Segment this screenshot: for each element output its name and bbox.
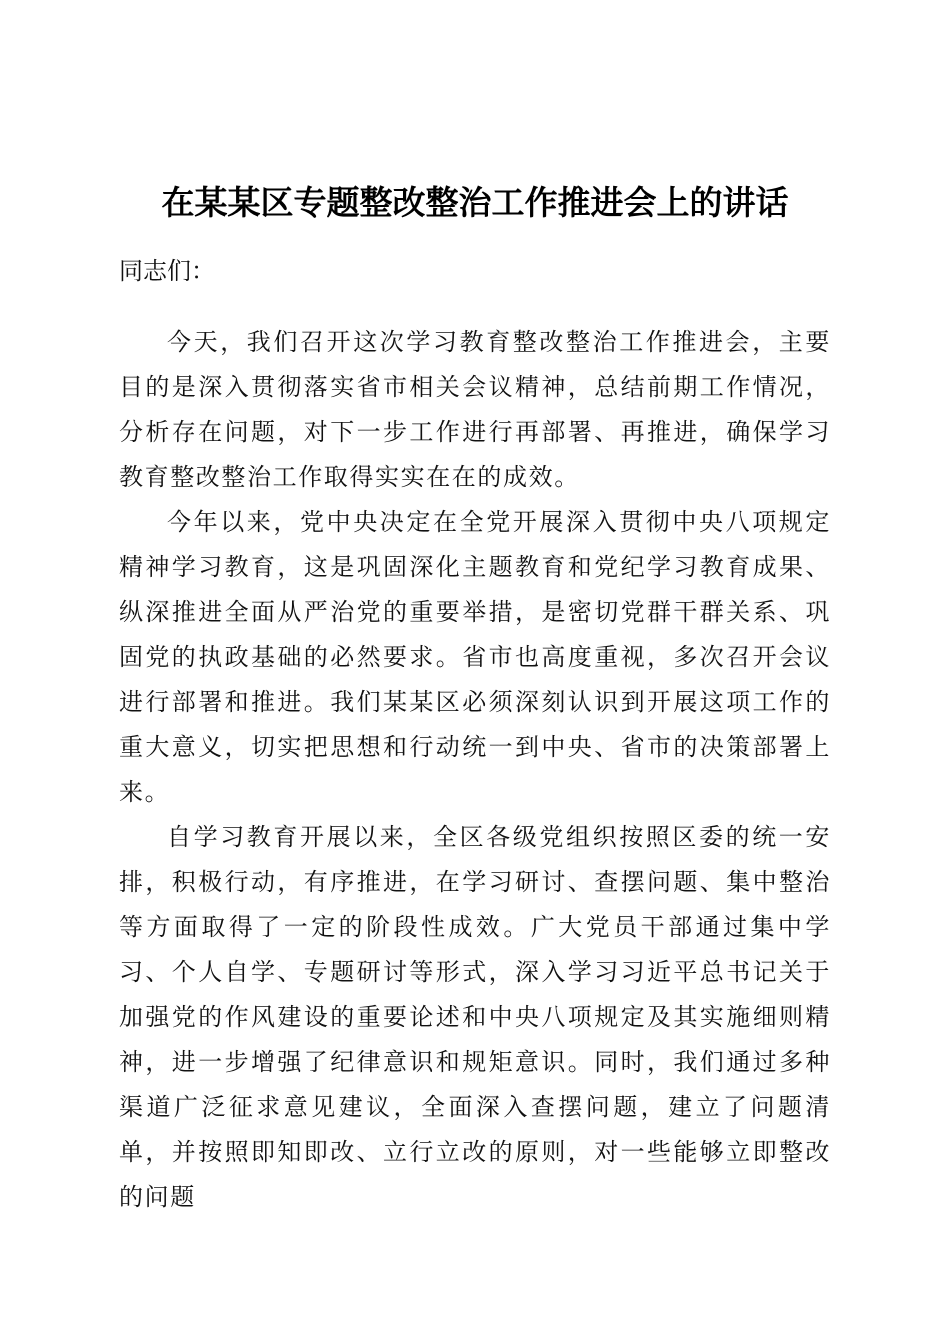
document-title: 在某某区专题整改整治工作推进会上的讲话 xyxy=(161,183,789,222)
paragraph-1: 今天，我们召开这次学习教育整改整治工作推进会，主要目的是深入贯彻落实省市相关会议精神，总结前期工作情况，分析存在问题，对下一步工作进行再部署、再推进，确保学习教育整改整治工作取得实实在在的成效。 xyxy=(119,328,831,491)
salutation: 同志们： xyxy=(119,257,215,285)
paragraph-3: 自学习教育开展以来，全区各级党组织按照区委的统一安排，积极行动，有序推进，在学习研讨、查摆问题、集中整治等方面取得了一定的阶段性成效。广大党员干部通过集中学习、个人自学、专题研讨等形式，深入学习习近平总书记关于加强党的作风建设的重要论述和中央八项规定及其实施细则精神，进一步增强了纪律意识和规矩意识。同时，我们通过多种渠道广泛征求意见建议，全面深入查摆问题，建立了问题清单，并按照即知即改、立行立改的原则，对一些能够立即整改的问题 xyxy=(119,823,831,1211)
document-body xyxy=(119,320,831,1220)
paragraph-2: 今年以来，党中央决定在全党开展深入贯彻中央八项规定精神学习教育，这是巩固深化主题教育和党纪学习教育成果、纵深推进全面从严治党的重要举措，是密切党群干群关系、巩固党的执政基础的必然要求。省市也高度重视，多次召开会议进行部署和推进。我们某某区必须深刻认识到开展这项工作的重大意义，切实把思想和行动统一到中央、省市的决策部署上来。 xyxy=(119,508,831,806)
